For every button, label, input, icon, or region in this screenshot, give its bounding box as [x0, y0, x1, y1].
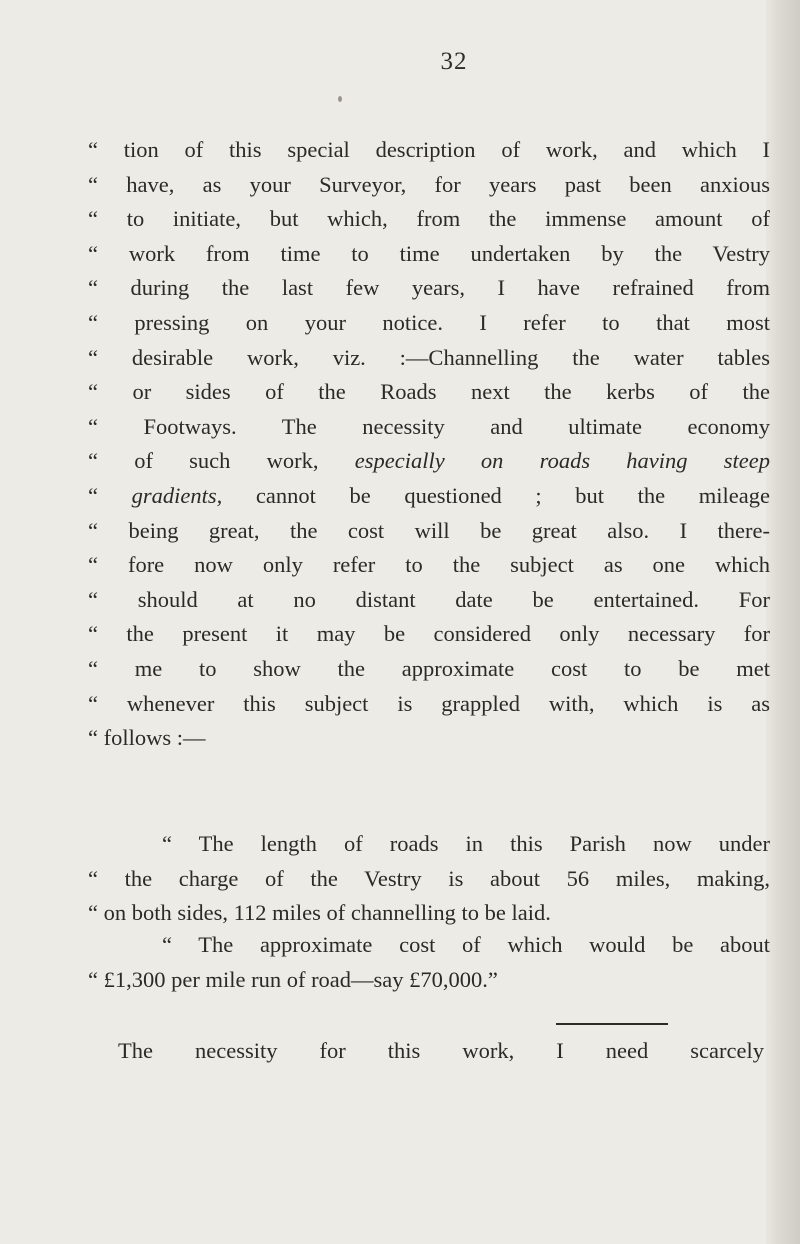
text-line: “ or sides of the Roads next the kerbs of the [88, 379, 770, 405]
text-line: “ work from time to time undertaken by the Vestry [88, 240, 770, 266]
text-line: “ the charge of the Vestry is about 56 miles, making, [88, 865, 770, 891]
paragraph-approximate-cost [88, 928, 770, 997]
text-line: “ have, as your Surveyor, for years past been anxious [88, 171, 770, 197]
text-line: “ during the last few years, I have refrained from [88, 275, 770, 301]
paragraph-quoted-report [88, 133, 770, 756]
line-rest: cannot be questioned ; but the mileage [222, 482, 770, 508]
text-line: “ to initiate, but which, from the immense amount of [88, 206, 770, 232]
total-underline [556, 1023, 668, 1025]
text-line: “ being great, the cost will be great also. I there- [88, 517, 770, 543]
text-line: “ fore now only refer to the subject as one which [88, 552, 770, 578]
italic-phrase: especially on roads having steep [354, 448, 770, 474]
ink-speck [338, 96, 342, 102]
text-line: “ Footways. The necessity and ultimate economy [88, 413, 770, 439]
text-line: “ desirable work, viz. :—Channelling the water tables [88, 344, 770, 370]
paragraph-necessity [118, 1034, 764, 1069]
text-line: “ whenever this subject is grappled with, which is as [88, 690, 770, 716]
page-edge-shadow [766, 0, 800, 1244]
text-line: “ me to show the approximate cost to be met [88, 655, 770, 681]
text-line: “ should at no distant date be entertained. For [88, 586, 770, 612]
text-line: “ tion of this special description of work, and which I [88, 137, 770, 162]
quote-mark: “ [88, 482, 132, 508]
text-line: “ £1,300 per mile run of road—say £70,000.” [88, 966, 498, 992]
text-line: “ The approximate cost of which would be about [162, 932, 770, 957]
text-line: The necessity for this work, I need scarcely [118, 1038, 764, 1063]
italic-word: gradients, [131, 482, 223, 508]
text-line: “ The length of roads in this Parish now under [162, 831, 770, 856]
text-line: “ on both sides, 112 miles of channelling to be laid. [88, 900, 551, 926]
page-number: 32 [440, 48, 468, 75]
paragraph-road-length [88, 827, 770, 931]
text-line: “ pressing on your notice. I refer to that most [88, 309, 770, 335]
text-line-with-italic [88, 479, 770, 514]
text-line-with-italic [88, 444, 770, 479]
text-line: “ the present it may be considered only necessary for [88, 621, 770, 647]
line-start: “ of such work, [88, 448, 355, 474]
text-line: “ follows :— [88, 725, 206, 751]
